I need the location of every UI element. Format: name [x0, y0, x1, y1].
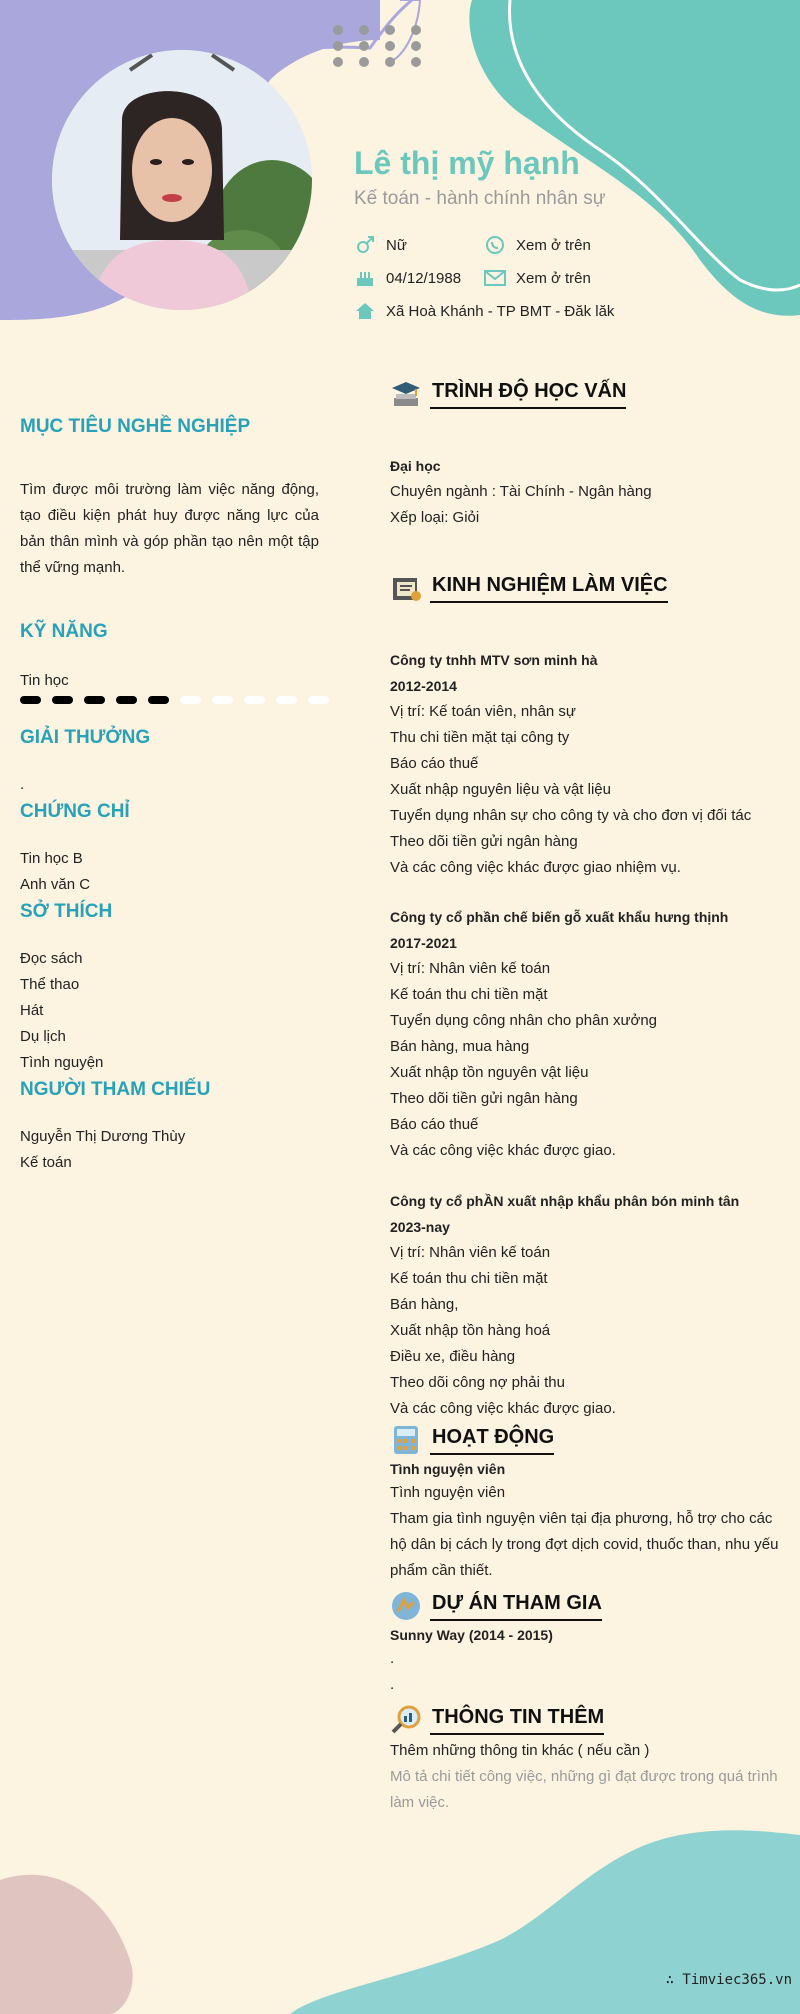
- extra-description: Mô tả chi tiết công việc, những gì đạt được trong quá trình làm việc.: [390, 1768, 778, 1811]
- job-line: Theo dõi tiền gửi ngân hàng: [390, 833, 578, 850]
- job-line: Kế toán thu chi tiền mặt: [390, 986, 548, 1003]
- job-line: Bán hàng, mua hàng: [390, 1038, 530, 1055]
- job-line: Và các công việc khác được giao.: [390, 1400, 616, 1417]
- references-heading: NGƯỜI THAM CHIẾU: [20, 1079, 211, 1100]
- job-company: Công ty cổ phần chế biến gỗ xuất khẩu hưng thịnh: [390, 909, 729, 925]
- extra-heading: THÔNG TIN THÊM: [430, 1706, 604, 1735]
- skill-level-dot: [116, 696, 137, 704]
- activities-heading: HOẠT ĐỘNG: [430, 1426, 554, 1455]
- job-line: Thu chi tiền mặt tại công ty: [390, 729, 570, 746]
- job-line: Và các công việc khác được giao.: [390, 1142, 616, 1159]
- objective-heading: MỤC TIÊU NGHỀ NGHIỆP: [20, 416, 251, 437]
- hobby-item: Tình nguyện: [20, 1054, 104, 1071]
- hobbies-heading: SỞ THÍCH: [20, 901, 113, 922]
- education-section-header: [390, 378, 626, 410]
- job-line: Tuyển dụng nhân sự cho công ty và cho đơn vị đối tác: [390, 807, 752, 824]
- address-field: [354, 301, 614, 321]
- extra-details: [390, 1738, 790, 1816]
- education-line: Xếp loại: Giỏi: [390, 509, 480, 526]
- job-title: Kế toán - hành chính nhân sự: [354, 188, 606, 209]
- certificate-item: Anh văn C: [20, 876, 91, 893]
- hobby-item: Dụ lịch: [20, 1028, 66, 1045]
- skill-level-bar: [20, 696, 329, 704]
- phone-field: [484, 235, 591, 255]
- skills-heading: KỸ NĂNG: [20, 621, 108, 642]
- education-school: Đại học: [390, 458, 441, 474]
- gender-icon: [354, 235, 376, 255]
- address-value: Xã Hoà Khánh - TP BMT - Đăk lăk: [386, 302, 615, 320]
- skill-level-dot-empty: [308, 696, 329, 704]
- project-line: .: [390, 1676, 395, 1693]
- gender-value: Nữ: [386, 236, 407, 254]
- education-line: Chuyên ngành : Tài Chính - Ngân hàng: [390, 483, 652, 500]
- reference-title: Kế toán: [20, 1154, 72, 1171]
- job-line: Xuất nhập tồn nguyên vật liệu: [390, 1064, 589, 1081]
- education-details: [390, 453, 790, 531]
- skill-level-dot-empty: [244, 696, 265, 704]
- birthday-value: 04/12/1988: [386, 269, 462, 287]
- job-entry: [390, 1188, 790, 1422]
- job-line: Bán hàng,: [390, 1296, 459, 1313]
- skill-level-dot: [52, 696, 73, 704]
- skill-name: Tin học: [20, 672, 69, 689]
- phone-value: Xem ở trên: [516, 236, 591, 254]
- email-value: Xem ở trên: [516, 269, 591, 287]
- project-icon: [390, 1590, 422, 1622]
- gender-field: [354, 235, 407, 255]
- extra-line: Thêm những thông tin khác ( nếu cần ): [390, 1742, 650, 1759]
- activity-details: [390, 1458, 790, 1584]
- project-details: [390, 1624, 790, 1698]
- candidate-name: Lê thị mỹ hạnh: [354, 145, 580, 181]
- job-line: Vị trí: Nhân viên kế toán: [390, 1244, 551, 1261]
- experience-heading: KINH NGHIỆM LÀM VIỆC: [430, 574, 668, 603]
- job-line: Xuất nhập nguyên liệu và vật liệu: [390, 781, 611, 798]
- skill-level-dot-empty: [276, 696, 297, 704]
- birthday-field: [354, 268, 461, 288]
- certificate-item: Tin học B: [20, 850, 83, 867]
- hobby-item: Thể thao: [20, 976, 80, 993]
- certificates-heading: CHỨNG CHỈ: [20, 801, 130, 822]
- awards-heading: GIẢI THƯỞNG: [20, 727, 151, 748]
- objective-text: Tìm được môi trường làm việc năng động, tạo điều kiện phát huy được năng lực của bản thân mình và góp phần tạo nên một tập thể vững mạnh.: [20, 481, 319, 576]
- job-line: Báo cáo thuế: [390, 755, 479, 772]
- graduation-cap-icon: [390, 378, 422, 410]
- job-line: Kế toán thu chi tiền mặt: [390, 1270, 548, 1287]
- skill-level-dot: [148, 696, 169, 704]
- magnifier-chart-icon: [390, 1704, 422, 1736]
- job-period: 2023-nay: [390, 1219, 450, 1235]
- portrait-illustration: [52, 50, 312, 310]
- job-line: Vị trí: Nhân viên kế toán: [390, 960, 551, 977]
- profile-photo: [52, 50, 312, 310]
- briefcase-icon: [390, 572, 422, 604]
- job-line: Điều xe, điều hàng: [390, 1348, 516, 1365]
- projects-section-header: [390, 1590, 602, 1622]
- cake-icon: [354, 268, 376, 288]
- job-line: Tuyển dụng công nhân cho phân xưởng: [390, 1012, 658, 1029]
- project-name: Sunny Way (2014 - 2015): [390, 1627, 553, 1643]
- activity-line: Tham gia tình nguyện viên tại địa phương, hỗ trợ cho các hộ dân bị cách ly trong đợt dịch covid, thuốc than, nhu yếu phẩm cần thiết.: [390, 1510, 779, 1579]
- skill-level-dot: [20, 696, 41, 704]
- job-entry: [390, 904, 790, 1164]
- experience-section-header: [390, 572, 668, 604]
- job-period: 2017-2021: [390, 935, 457, 951]
- skill-level-dot-empty: [180, 696, 201, 704]
- job-line: Và các công việc khác được giao nhiệm vụ.: [390, 859, 681, 876]
- reference-name: Nguyễn Thị Dương Thùy: [20, 1128, 186, 1145]
- envelope-icon: [484, 268, 506, 288]
- hobby-item: Hát: [20, 1002, 44, 1019]
- job-line: Theo dõi tiền gửi ngân hàng: [390, 1090, 578, 1107]
- skill-level-dot: [84, 696, 105, 704]
- job-period: 2012-2014: [390, 678, 457, 694]
- activities-section-header: [390, 1424, 554, 1456]
- home-icon: [354, 301, 376, 321]
- job-line: Vị trí: Kế toán viên, nhân sự: [390, 703, 576, 720]
- extra-section-header: [390, 1704, 604, 1736]
- projects-heading: DỰ ÁN THAM GIA: [430, 1592, 602, 1621]
- education-heading: TRÌNH ĐỘ HỌC VẤN: [430, 380, 626, 409]
- job-line: Xuất nhập tồn hàng hoá: [390, 1322, 551, 1339]
- job-company: Công ty tnhh MTV sơn minh hà: [390, 652, 598, 668]
- award-item: .: [20, 776, 25, 793]
- skill-level-dot-empty: [212, 696, 233, 704]
- job-line: Báo cáo thuế: [390, 1116, 479, 1133]
- activity-name: Tình nguyện viên: [390, 1461, 506, 1477]
- email-field: [484, 268, 591, 288]
- project-line: .: [390, 1650, 395, 1667]
- hobby-item: Đọc sách: [20, 950, 83, 967]
- job-line: Theo dõi công nợ phải thu: [390, 1374, 565, 1391]
- job-entry: [390, 647, 790, 881]
- job-company: Công ty cổ phẦN xuất nhập khẩu phân bón minh tân: [390, 1193, 740, 1209]
- watermark: ∴ Timviec365.vn: [665, 1972, 792, 1988]
- activity-line: Tình nguyện viên: [390, 1484, 506, 1501]
- phone-icon: [484, 235, 506, 255]
- calculator-icon: [390, 1424, 422, 1456]
